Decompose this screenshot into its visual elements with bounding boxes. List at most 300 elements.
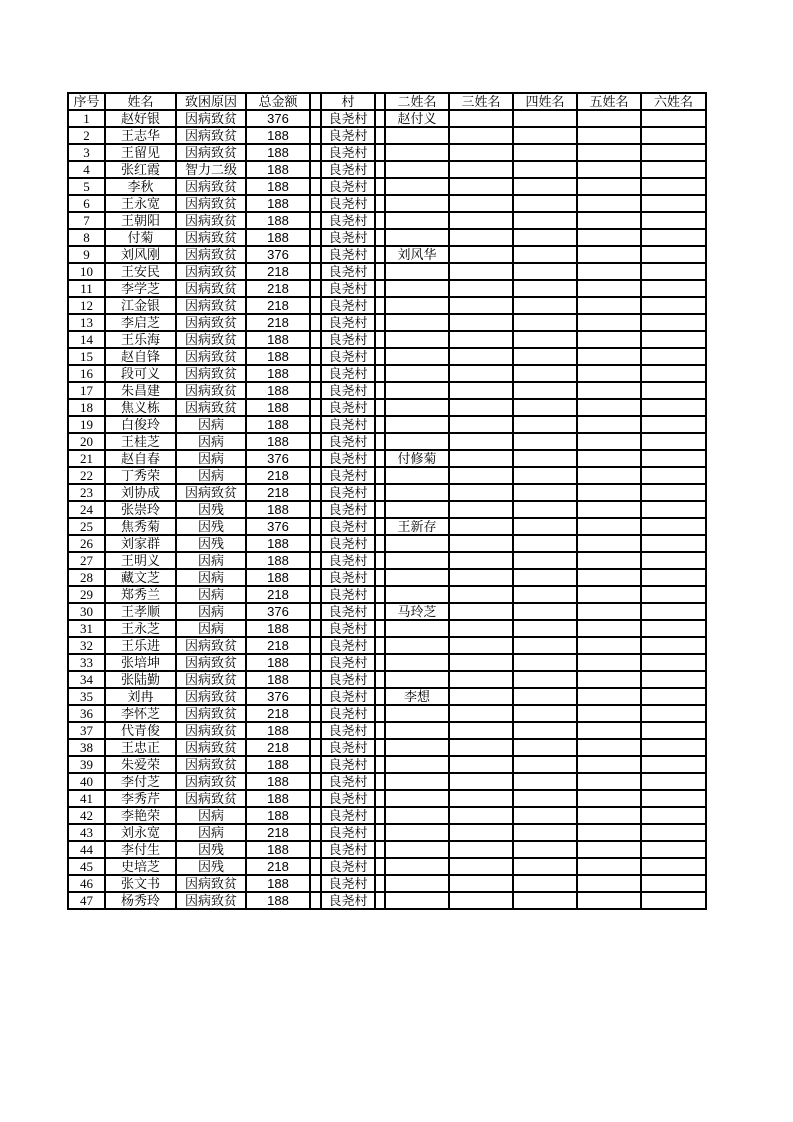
header-row bbox=[68, 93, 706, 110]
cell-second-name bbox=[385, 535, 449, 552]
cell-total-amount: 218 bbox=[246, 586, 310, 603]
cell-fifth-name bbox=[577, 841, 641, 858]
cell-poverty-cause: 因病 bbox=[176, 807, 246, 824]
cell-poverty-cause: 因病 bbox=[176, 552, 246, 569]
cell-spacer bbox=[310, 212, 321, 229]
cell-third-name bbox=[449, 875, 513, 892]
cell-spacer bbox=[310, 110, 321, 127]
cell-third-name bbox=[449, 382, 513, 399]
cell-total-amount: 218 bbox=[246, 467, 310, 484]
cell-fifth-name bbox=[577, 280, 641, 297]
cell-name: 郑秀兰 bbox=[105, 586, 176, 603]
cell-fifth-name bbox=[577, 620, 641, 637]
cell-fifth-name bbox=[577, 518, 641, 535]
table-row bbox=[68, 586, 706, 603]
cell-serial-number: 12 bbox=[68, 297, 105, 314]
cell-total-amount: 218 bbox=[246, 484, 310, 501]
cell-fifth-name bbox=[577, 688, 641, 705]
cell-poverty-cause: 因病致贫 bbox=[176, 212, 246, 229]
cell-village: 良尧村 bbox=[321, 858, 375, 875]
cell-third-name bbox=[449, 110, 513, 127]
cell-fifth-name bbox=[577, 705, 641, 722]
cell-name: 李秀芹 bbox=[105, 790, 176, 807]
cell-spacer bbox=[375, 620, 385, 637]
cell-fourth-name bbox=[513, 263, 577, 280]
cell-spacer bbox=[310, 178, 321, 195]
cell-village: 良尧村 bbox=[321, 773, 375, 790]
cell-serial-number: 39 bbox=[68, 756, 105, 773]
cell-spacer bbox=[375, 450, 385, 467]
cell-total-amount: 376 bbox=[246, 688, 310, 705]
cell-village: 良尧村 bbox=[321, 484, 375, 501]
cell-third-name bbox=[449, 433, 513, 450]
cell-village: 良尧村 bbox=[321, 875, 375, 892]
cell-name: 李付生 bbox=[105, 841, 176, 858]
cell-sixth-name bbox=[641, 399, 706, 416]
cell-spacer bbox=[375, 739, 385, 756]
cell-poverty-cause: 因病致贫 bbox=[176, 399, 246, 416]
cell-poverty-cause: 因病致贫 bbox=[176, 790, 246, 807]
table-row bbox=[68, 824, 706, 841]
cell-spacer bbox=[310, 127, 321, 144]
cell-second-name bbox=[385, 705, 449, 722]
cell-fourth-name bbox=[513, 756, 577, 773]
cell-spacer bbox=[310, 892, 321, 909]
cell-village: 良尧村 bbox=[321, 637, 375, 654]
cell-spacer bbox=[310, 586, 321, 603]
cell-spacer bbox=[375, 756, 385, 773]
cell-spacer bbox=[375, 518, 385, 535]
cell-second-name bbox=[385, 297, 449, 314]
table-row bbox=[68, 144, 706, 161]
cell-serial-number: 24 bbox=[68, 501, 105, 518]
cell-poverty-cause: 因病致贫 bbox=[176, 127, 246, 144]
cell-sixth-name bbox=[641, 620, 706, 637]
cell-sixth-name bbox=[641, 416, 706, 433]
table-row bbox=[68, 501, 706, 518]
cell-fifth-name bbox=[577, 892, 641, 909]
cell-spacer bbox=[375, 110, 385, 127]
cell-spacer bbox=[310, 467, 321, 484]
table-row bbox=[68, 841, 706, 858]
table-row bbox=[68, 263, 706, 280]
cell-fifth-name bbox=[577, 824, 641, 841]
cell-poverty-cause: 因病致贫 bbox=[176, 637, 246, 654]
table-row bbox=[68, 892, 706, 909]
cell-name: 赵自春 bbox=[105, 450, 176, 467]
cell-total-amount: 188 bbox=[246, 382, 310, 399]
cell-fourth-name bbox=[513, 773, 577, 790]
cell-second-name bbox=[385, 807, 449, 824]
cell-village: 良尧村 bbox=[321, 603, 375, 620]
cell-fifth-name bbox=[577, 382, 641, 399]
cell-serial-number: 42 bbox=[68, 807, 105, 824]
header-village: 村 bbox=[321, 93, 375, 110]
cell-third-name bbox=[449, 756, 513, 773]
cell-second-name: 刘风华 bbox=[385, 246, 449, 263]
cell-second-name bbox=[385, 892, 449, 909]
cell-poverty-cause: 因病 bbox=[176, 467, 246, 484]
cell-fourth-name bbox=[513, 875, 577, 892]
cell-total-amount: 188 bbox=[246, 875, 310, 892]
cell-total-amount: 188 bbox=[246, 348, 310, 365]
cell-fifth-name bbox=[577, 875, 641, 892]
header-spacer-1 bbox=[310, 93, 321, 110]
header-second-name: 二姓名 bbox=[385, 93, 449, 110]
cell-second-name bbox=[385, 280, 449, 297]
cell-sixth-name bbox=[641, 263, 706, 280]
cell-name: 刘协成 bbox=[105, 484, 176, 501]
cell-fourth-name bbox=[513, 280, 577, 297]
cell-serial-number: 11 bbox=[68, 280, 105, 297]
cell-fourth-name bbox=[513, 569, 577, 586]
cell-second-name bbox=[385, 875, 449, 892]
table-row bbox=[68, 348, 706, 365]
cell-poverty-cause: 因病致贫 bbox=[176, 229, 246, 246]
cell-village: 良尧村 bbox=[321, 178, 375, 195]
cell-fifth-name bbox=[577, 144, 641, 161]
cell-fourth-name bbox=[513, 212, 577, 229]
cell-fourth-name bbox=[513, 246, 577, 263]
cell-total-amount: 188 bbox=[246, 212, 310, 229]
cell-total-amount: 218 bbox=[246, 739, 310, 756]
cell-poverty-cause: 因病致贫 bbox=[176, 263, 246, 280]
cell-serial-number: 21 bbox=[68, 450, 105, 467]
cell-fifth-name bbox=[577, 212, 641, 229]
cell-village: 良尧村 bbox=[321, 705, 375, 722]
cell-name: 史培芝 bbox=[105, 858, 176, 875]
cell-third-name bbox=[449, 161, 513, 178]
cell-fifth-name bbox=[577, 773, 641, 790]
cell-second-name bbox=[385, 858, 449, 875]
cell-second-name bbox=[385, 501, 449, 518]
cell-fourth-name bbox=[513, 790, 577, 807]
cell-spacer bbox=[310, 246, 321, 263]
cell-village: 良尧村 bbox=[321, 841, 375, 858]
cell-fourth-name bbox=[513, 807, 577, 824]
cell-serial-number: 16 bbox=[68, 365, 105, 382]
cell-sixth-name bbox=[641, 756, 706, 773]
cell-total-amount: 218 bbox=[246, 280, 310, 297]
cell-total-amount: 188 bbox=[246, 331, 310, 348]
cell-poverty-cause: 因病 bbox=[176, 569, 246, 586]
cell-spacer bbox=[310, 484, 321, 501]
cell-village: 良尧村 bbox=[321, 535, 375, 552]
cell-fourth-name bbox=[513, 467, 577, 484]
cell-fourth-name bbox=[513, 127, 577, 144]
cell-spacer bbox=[375, 382, 385, 399]
cell-spacer bbox=[375, 637, 385, 654]
cell-village: 良尧村 bbox=[321, 280, 375, 297]
cell-fifth-name bbox=[577, 722, 641, 739]
cell-serial-number: 6 bbox=[68, 195, 105, 212]
cell-spacer bbox=[375, 280, 385, 297]
cell-third-name bbox=[449, 552, 513, 569]
cell-village: 良尧村 bbox=[321, 365, 375, 382]
cell-sixth-name bbox=[641, 892, 706, 909]
cell-spacer bbox=[375, 807, 385, 824]
cell-spacer bbox=[310, 875, 321, 892]
cell-fourth-name bbox=[513, 433, 577, 450]
cell-serial-number: 47 bbox=[68, 892, 105, 909]
cell-village: 良尧村 bbox=[321, 127, 375, 144]
cell-second-name bbox=[385, 382, 449, 399]
cell-spacer bbox=[310, 382, 321, 399]
table-body bbox=[68, 110, 706, 909]
cell-sixth-name bbox=[641, 586, 706, 603]
cell-fifth-name bbox=[577, 671, 641, 688]
cell-third-name bbox=[449, 705, 513, 722]
cell-spacer bbox=[375, 841, 385, 858]
assistance-table bbox=[67, 92, 707, 910]
cell-fifth-name bbox=[577, 229, 641, 246]
cell-third-name bbox=[449, 280, 513, 297]
cell-total-amount: 188 bbox=[246, 365, 310, 382]
cell-spacer bbox=[310, 450, 321, 467]
cell-fifth-name bbox=[577, 637, 641, 654]
cell-village: 良尧村 bbox=[321, 552, 375, 569]
cell-name: 王永宽 bbox=[105, 195, 176, 212]
cell-total-amount: 376 bbox=[246, 110, 310, 127]
cell-fourth-name bbox=[513, 365, 577, 382]
table-row bbox=[68, 433, 706, 450]
cell-second-name bbox=[385, 348, 449, 365]
cell-serial-number: 26 bbox=[68, 535, 105, 552]
cell-serial-number: 28 bbox=[68, 569, 105, 586]
cell-serial-number: 2 bbox=[68, 127, 105, 144]
cell-spacer bbox=[375, 297, 385, 314]
cell-fourth-name bbox=[513, 739, 577, 756]
cell-name: 刘风刚 bbox=[105, 246, 176, 263]
cell-serial-number: 17 bbox=[68, 382, 105, 399]
cell-spacer bbox=[310, 433, 321, 450]
cell-name: 张陆勤 bbox=[105, 671, 176, 688]
cell-total-amount: 218 bbox=[246, 705, 310, 722]
cell-fifth-name bbox=[577, 569, 641, 586]
cell-sixth-name bbox=[641, 178, 706, 195]
table-row bbox=[68, 671, 706, 688]
cell-village: 良尧村 bbox=[321, 569, 375, 586]
cell-third-name bbox=[449, 518, 513, 535]
cell-total-amount: 188 bbox=[246, 756, 310, 773]
cell-fourth-name bbox=[513, 416, 577, 433]
cell-spacer bbox=[310, 688, 321, 705]
cell-name: 赵好银 bbox=[105, 110, 176, 127]
cell-spacer bbox=[375, 875, 385, 892]
cell-second-name bbox=[385, 671, 449, 688]
cell-village: 良尧村 bbox=[321, 450, 375, 467]
cell-fourth-name bbox=[513, 501, 577, 518]
cell-spacer bbox=[375, 569, 385, 586]
cell-third-name bbox=[449, 824, 513, 841]
cell-name: 张崇玲 bbox=[105, 501, 176, 518]
cell-total-amount: 188 bbox=[246, 807, 310, 824]
cell-village: 良尧村 bbox=[321, 297, 375, 314]
cell-total-amount: 188 bbox=[246, 195, 310, 212]
cell-serial-number: 33 bbox=[68, 654, 105, 671]
cell-sixth-name bbox=[641, 110, 706, 127]
cell-third-name bbox=[449, 841, 513, 858]
cell-spacer bbox=[310, 518, 321, 535]
cell-spacer bbox=[310, 603, 321, 620]
cell-spacer bbox=[375, 144, 385, 161]
cell-second-name bbox=[385, 824, 449, 841]
cell-name: 刘冉 bbox=[105, 688, 176, 705]
cell-fourth-name bbox=[513, 535, 577, 552]
cell-name: 焦义栋 bbox=[105, 399, 176, 416]
cell-second-name bbox=[385, 365, 449, 382]
cell-village: 良尧村 bbox=[321, 467, 375, 484]
cell-name: 李秋 bbox=[105, 178, 176, 195]
cell-spacer bbox=[375, 824, 385, 841]
cell-sixth-name bbox=[641, 433, 706, 450]
cell-fourth-name bbox=[513, 688, 577, 705]
cell-sixth-name bbox=[641, 824, 706, 841]
cell-sixth-name bbox=[641, 654, 706, 671]
cell-spacer bbox=[375, 212, 385, 229]
cell-sixth-name bbox=[641, 739, 706, 756]
table-row bbox=[68, 756, 706, 773]
cell-fifth-name bbox=[577, 246, 641, 263]
cell-village: 良尧村 bbox=[321, 331, 375, 348]
cell-spacer bbox=[310, 161, 321, 178]
cell-second-name bbox=[385, 144, 449, 161]
cell-total-amount: 188 bbox=[246, 620, 310, 637]
cell-name: 王乐海 bbox=[105, 331, 176, 348]
cell-fifth-name bbox=[577, 416, 641, 433]
cell-spacer bbox=[310, 756, 321, 773]
cell-second-name bbox=[385, 331, 449, 348]
cell-fourth-name bbox=[513, 858, 577, 875]
cell-fourth-name bbox=[513, 229, 577, 246]
cell-serial-number: 41 bbox=[68, 790, 105, 807]
cell-total-amount: 188 bbox=[246, 773, 310, 790]
cell-sixth-name bbox=[641, 671, 706, 688]
cell-serial-number: 8 bbox=[68, 229, 105, 246]
table-row bbox=[68, 280, 706, 297]
cell-sixth-name bbox=[641, 569, 706, 586]
cell-spacer bbox=[375, 348, 385, 365]
cell-fourth-name bbox=[513, 892, 577, 909]
cell-serial-number: 5 bbox=[68, 178, 105, 195]
cell-village: 良尧村 bbox=[321, 807, 375, 824]
cell-village: 良尧村 bbox=[321, 756, 375, 773]
cell-third-name bbox=[449, 348, 513, 365]
cell-sixth-name bbox=[641, 484, 706, 501]
cell-name: 张文书 bbox=[105, 875, 176, 892]
cell-third-name bbox=[449, 535, 513, 552]
cell-fifth-name bbox=[577, 467, 641, 484]
cell-total-amount: 188 bbox=[246, 790, 310, 807]
table-row bbox=[68, 484, 706, 501]
cell-sixth-name bbox=[641, 722, 706, 739]
cell-serial-number: 7 bbox=[68, 212, 105, 229]
cell-second-name bbox=[385, 722, 449, 739]
cell-second-name bbox=[385, 756, 449, 773]
cell-name: 藏文芝 bbox=[105, 569, 176, 586]
cell-name: 王桂芝 bbox=[105, 433, 176, 450]
cell-village: 良尧村 bbox=[321, 144, 375, 161]
cell-serial-number: 35 bbox=[68, 688, 105, 705]
cell-fifth-name bbox=[577, 807, 641, 824]
cell-spacer bbox=[375, 535, 385, 552]
cell-sixth-name bbox=[641, 467, 706, 484]
cell-poverty-cause: 因病 bbox=[176, 620, 246, 637]
header-spacer-2 bbox=[375, 93, 385, 110]
cell-spacer bbox=[375, 790, 385, 807]
cell-spacer bbox=[375, 586, 385, 603]
cell-poverty-cause: 因病致贫 bbox=[176, 705, 246, 722]
cell-name: 焦秀菊 bbox=[105, 518, 176, 535]
cell-spacer bbox=[310, 399, 321, 416]
cell-spacer bbox=[310, 722, 321, 739]
cell-spacer bbox=[310, 416, 321, 433]
cell-village: 良尧村 bbox=[321, 586, 375, 603]
cell-sixth-name bbox=[641, 229, 706, 246]
cell-spacer bbox=[375, 603, 385, 620]
cell-fourth-name bbox=[513, 603, 577, 620]
cell-sixth-name bbox=[641, 535, 706, 552]
cell-village: 良尧村 bbox=[321, 671, 375, 688]
table-row bbox=[68, 875, 706, 892]
table-row bbox=[68, 518, 706, 535]
table-row bbox=[68, 858, 706, 875]
cell-second-name: 付修菊 bbox=[385, 450, 449, 467]
cell-spacer bbox=[375, 246, 385, 263]
cell-serial-number: 9 bbox=[68, 246, 105, 263]
cell-second-name bbox=[385, 841, 449, 858]
table-row bbox=[68, 620, 706, 637]
cell-sixth-name bbox=[641, 195, 706, 212]
cell-third-name bbox=[449, 892, 513, 909]
table-row bbox=[68, 688, 706, 705]
table-row bbox=[68, 161, 706, 178]
cell-poverty-cause: 智力二级 bbox=[176, 161, 246, 178]
header-third-name: 三姓名 bbox=[449, 93, 513, 110]
table-row bbox=[68, 569, 706, 586]
cell-third-name bbox=[449, 178, 513, 195]
table-row bbox=[68, 739, 706, 756]
cell-second-name: 赵付义 bbox=[385, 110, 449, 127]
cell-second-name bbox=[385, 569, 449, 586]
cell-spacer bbox=[310, 858, 321, 875]
cell-village: 良尧村 bbox=[321, 620, 375, 637]
cell-fourth-name bbox=[513, 671, 577, 688]
table-row bbox=[68, 314, 706, 331]
cell-fourth-name bbox=[513, 382, 577, 399]
cell-spacer bbox=[375, 467, 385, 484]
cell-fourth-name bbox=[513, 348, 577, 365]
cell-serial-number: 43 bbox=[68, 824, 105, 841]
cell-name: 白俊玲 bbox=[105, 416, 176, 433]
cell-serial-number: 4 bbox=[68, 161, 105, 178]
cell-spacer bbox=[375, 127, 385, 144]
cell-fourth-name bbox=[513, 654, 577, 671]
cell-fifth-name bbox=[577, 450, 641, 467]
cell-second-name bbox=[385, 399, 449, 416]
cell-serial-number: 23 bbox=[68, 484, 105, 501]
cell-village: 良尧村 bbox=[321, 263, 375, 280]
table-row bbox=[68, 246, 706, 263]
cell-spacer bbox=[310, 739, 321, 756]
cell-serial-number: 45 bbox=[68, 858, 105, 875]
cell-spacer bbox=[310, 790, 321, 807]
cell-sixth-name bbox=[641, 705, 706, 722]
table-row bbox=[68, 654, 706, 671]
cell-third-name bbox=[449, 858, 513, 875]
cell-poverty-cause: 因病致贫 bbox=[176, 671, 246, 688]
cell-fourth-name bbox=[513, 484, 577, 501]
